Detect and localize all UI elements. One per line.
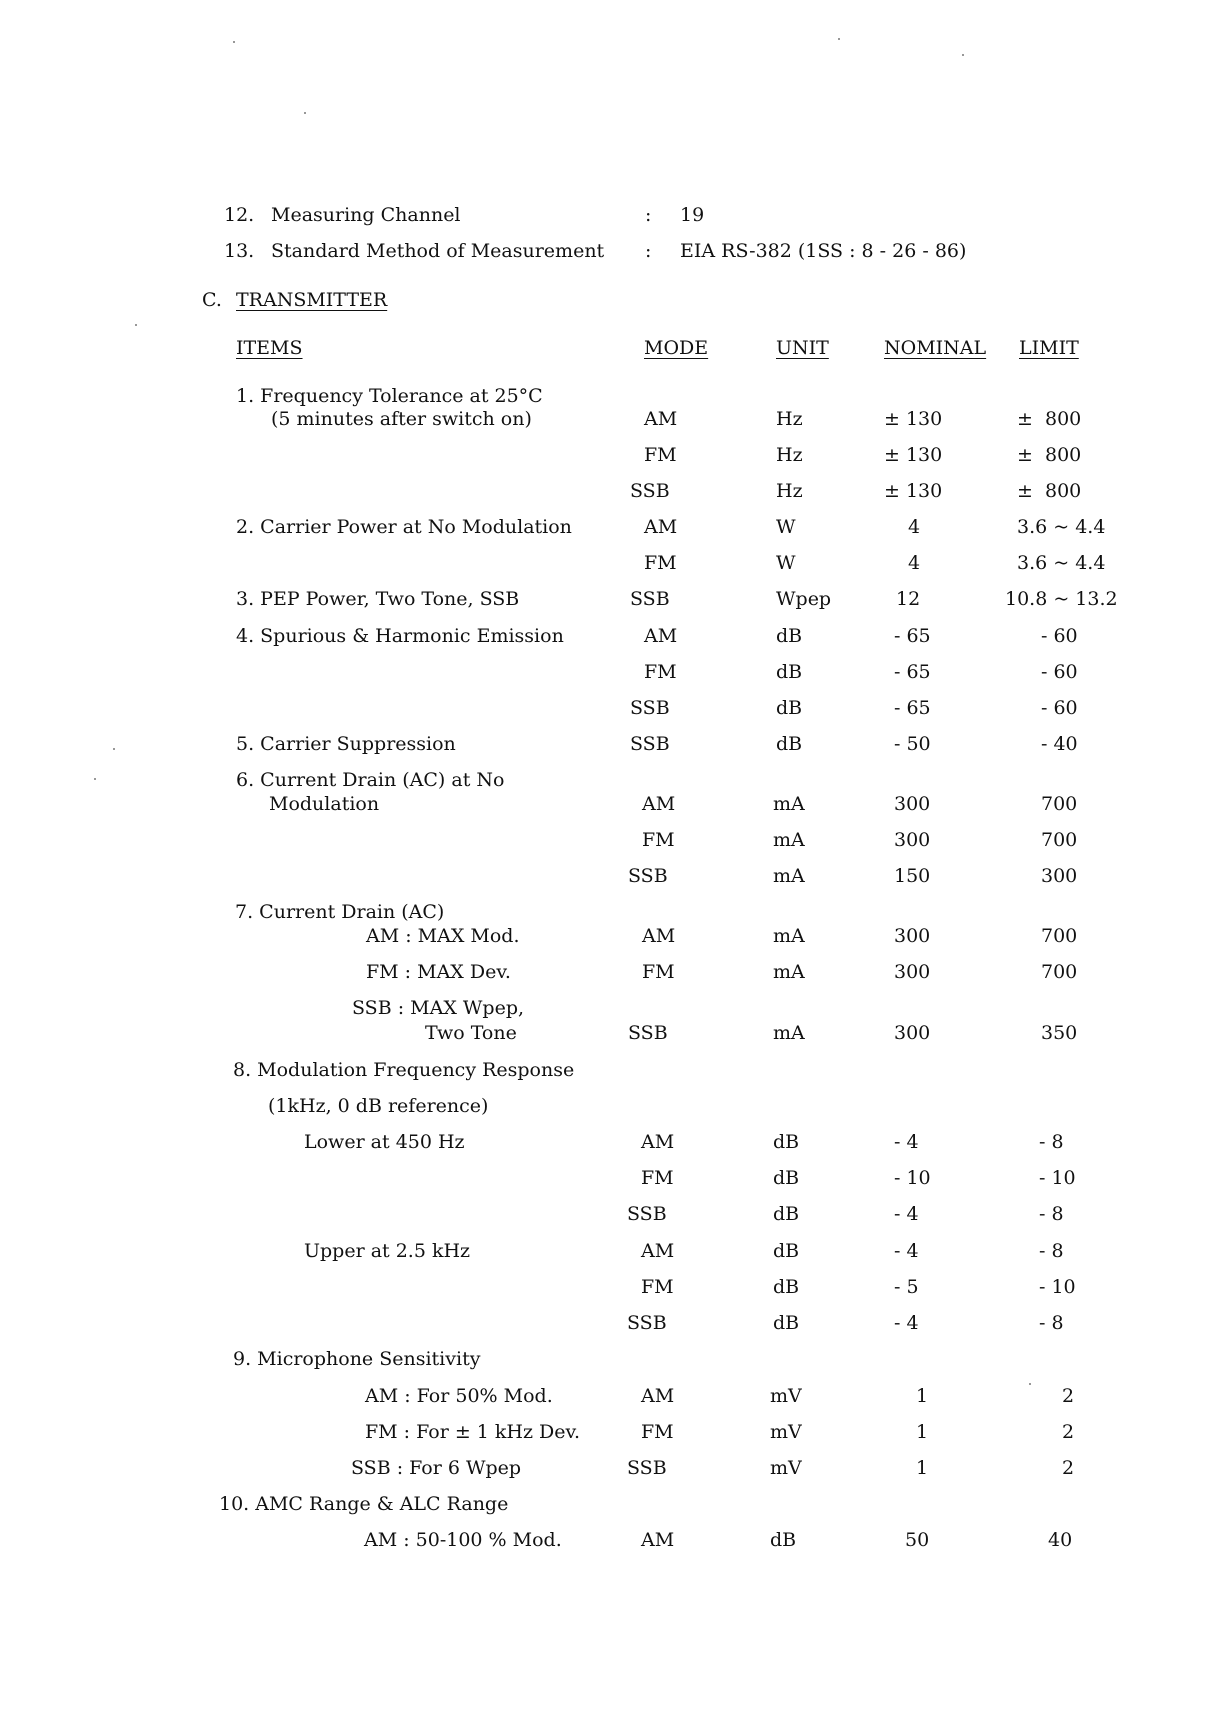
item-3-mode: SSB <box>630 588 670 610</box>
item-6-nominal: 150 <box>894 865 931 887</box>
item-6-unit: mA <box>773 793 805 815</box>
item-9-title: 9. Microphone Sensitivity <box>233 1348 481 1370</box>
column-header-nominal: NOMINAL <box>884 337 987 359</box>
item-9-unit: mV <box>770 1457 802 1479</box>
line-12-colon: : <box>645 204 652 226</box>
item-7-nominal: 300 <box>894 925 931 947</box>
item-7-mode: AM <box>642 925 676 947</box>
item-8-mode: AM <box>641 1131 675 1153</box>
section-title: TRANSMITTER <box>236 289 388 311</box>
line-13-label: Standard Method of Measurement <box>271 240 605 262</box>
item-6-limit: 700 <box>1041 829 1078 851</box>
item-7-mode: SSB <box>628 1022 668 1044</box>
item-4-limit: - 60 <box>1041 697 1078 719</box>
column-header-mode: MODE <box>644 337 709 359</box>
item-1-unit: Hz <box>776 444 803 466</box>
item-7-sub-label-cont: Two Tone <box>425 1022 517 1044</box>
item-6-unit: mA <box>773 865 805 887</box>
item-8-limit: - 8 <box>1039 1240 1064 1262</box>
item-8-unit: dB <box>773 1203 800 1225</box>
item-8-nominal: - 4 <box>894 1312 919 1334</box>
item-8-unit: dB <box>773 1276 800 1298</box>
item-5-title: 5. Carrier Suppression <box>236 733 456 755</box>
item-8-nominal: - 4 <box>894 1203 919 1225</box>
item-8-mode: FM <box>641 1276 674 1298</box>
item-7-title: 7. Current Drain (AC) <box>235 901 445 923</box>
item-6-nominal: 300 <box>894 793 931 815</box>
scan-speck <box>233 41 235 43</box>
item-9-sub-label: AM : For 50% Mod. <box>365 1385 553 1407</box>
item-8-group-label: Lower at 450 Hz <box>304 1131 465 1153</box>
item-1-limit: ± 800 <box>1017 408 1082 430</box>
item-9-mode: FM <box>641 1421 674 1443</box>
scan-speck <box>962 54 964 56</box>
item-7-sub-label: FM : MAX Dev. <box>366 961 511 983</box>
item-7-nominal: 300 <box>894 961 931 983</box>
item-8-nominal: - 4 <box>894 1240 919 1262</box>
item-1-limit: ± 800 <box>1017 480 1082 502</box>
item-10-unit: dB <box>770 1529 797 1551</box>
item-1-mode: AM <box>644 408 678 430</box>
item-8-unit: dB <box>773 1312 800 1334</box>
item-7-unit: mA <box>773 1022 805 1044</box>
column-header-unit: UNIT <box>776 337 829 359</box>
item-1-unit: Hz <box>776 408 803 430</box>
item-8-subtitle: (1kHz, 0 dB reference) <box>268 1095 489 1117</box>
item-4-limit: - 60 <box>1041 661 1078 683</box>
item-5-mode: SSB <box>630 733 670 755</box>
item-7-sub-label: SSB : MAX Wpep, <box>352 997 525 1019</box>
item-8-nominal: - 4 <box>894 1131 919 1153</box>
item-2-title: 2. Carrier Power at No Modulation <box>236 516 572 538</box>
item-7-sub-label: AM : MAX Mod. <box>366 925 520 947</box>
item-6-mode: SSB <box>628 865 668 887</box>
item-6-mode: AM <box>642 793 676 815</box>
item-7-unit: mA <box>773 925 805 947</box>
item-1-subtitle: (5 minutes after switch on) <box>271 408 532 430</box>
line-13-value: EIA RS-382 (1SS : 8 - 26 - 86) <box>680 240 967 262</box>
scan-speck <box>1029 1383 1031 1385</box>
item-4-nominal: - 65 <box>894 625 931 647</box>
item-8-nominal: - 5 <box>894 1276 919 1298</box>
item-5-nominal: - 50 <box>894 733 931 755</box>
item-9-unit: mV <box>770 1385 802 1407</box>
item-7-limit: 350 <box>1041 1022 1078 1044</box>
item-8-limit: - 8 <box>1039 1203 1064 1225</box>
item-1-mode: SSB <box>630 480 670 502</box>
line-12-number: 12. <box>224 204 255 226</box>
scan-speck <box>304 112 306 114</box>
item-3-unit: Wpep <box>776 588 832 610</box>
line-13-colon: : <box>645 240 652 262</box>
item-4-nominal: - 65 <box>894 661 931 683</box>
item-6-unit: mA <box>773 829 805 851</box>
item-3-nominal: 12 <box>896 588 921 610</box>
item-6-title: 6. Current Drain (AC) at No <box>236 769 505 791</box>
item-4-mode: SSB <box>630 697 670 719</box>
item-7-limit: 700 <box>1041 961 1078 983</box>
item-10-title: 10. AMC Range & ALC Range <box>219 1493 509 1515</box>
item-8-mode: AM <box>641 1240 675 1262</box>
item-4-nominal: - 65 <box>894 697 931 719</box>
item-8-unit: dB <box>773 1131 800 1153</box>
item-6-limit: 300 <box>1041 865 1078 887</box>
item-8-mode: SSB <box>627 1203 667 1225</box>
item-5-unit: dB <box>776 733 803 755</box>
item-7-limit: 700 <box>1041 925 1078 947</box>
item-9-limit: 2 <box>1062 1385 1075 1407</box>
item-1-nominal: ± 130 <box>884 408 943 430</box>
scan-speck <box>135 324 137 326</box>
item-6-mode: FM <box>642 829 675 851</box>
line-12-label: Measuring Channel <box>271 204 461 226</box>
item-10-nominal: 50 <box>905 1529 930 1551</box>
item-1-limit: ± 800 <box>1017 444 1082 466</box>
column-header-limit: LIMIT <box>1019 337 1079 359</box>
item-4-mode: AM <box>644 625 678 647</box>
item-4-unit: dB <box>776 697 803 719</box>
item-6-nominal: 300 <box>894 829 931 851</box>
item-6-subtitle: Modulation <box>269 793 380 815</box>
item-8-limit: - 8 <box>1039 1312 1064 1334</box>
column-header-items: ITEMS <box>236 337 303 359</box>
item-9-mode: AM <box>641 1385 675 1407</box>
scan-speck <box>94 778 96 780</box>
item-1-nominal: ± 130 <box>884 444 943 466</box>
item-9-nominal: 1 <box>916 1421 929 1443</box>
item-2-limit: 3.6 ~ 4.4 <box>1017 516 1106 538</box>
item-2-mode: AM <box>644 516 678 538</box>
item-1-mode: FM <box>644 444 677 466</box>
item-9-limit: 2 <box>1062 1421 1075 1443</box>
item-10-sub-label: AM : 50-100 % Mod. <box>364 1529 562 1551</box>
section-prefix: C. <box>202 289 222 311</box>
item-4-title: 4. Spurious & Harmonic Emission <box>236 625 564 647</box>
item-3-limit: 10.8 ~ 13.2 <box>1005 588 1118 610</box>
item-9-nominal: 1 <box>916 1457 929 1479</box>
item-8-limit: - 8 <box>1039 1131 1064 1153</box>
item-1-nominal: ± 130 <box>884 480 943 502</box>
line-13-number: 13. <box>224 240 255 262</box>
item-9-limit: 2 <box>1062 1457 1075 1479</box>
item-7-mode: FM <box>642 961 675 983</box>
line-12-value: 19 <box>680 204 705 226</box>
item-8-limit: - 10 <box>1039 1276 1076 1298</box>
item-9-nominal: 1 <box>916 1385 929 1407</box>
item-7-nominal: 300 <box>894 1022 931 1044</box>
item-10-limit: 40 <box>1048 1529 1073 1551</box>
item-8-unit: dB <box>773 1240 800 1262</box>
item-8-limit: - 10 <box>1039 1167 1076 1189</box>
item-4-unit: dB <box>776 625 803 647</box>
item-4-unit: dB <box>776 661 803 683</box>
item-10-mode: AM <box>641 1529 675 1551</box>
scan-speck <box>113 748 115 750</box>
item-2-nominal: 4 <box>908 552 921 574</box>
item-8-unit: dB <box>773 1167 800 1189</box>
item-9-mode: SSB <box>627 1457 667 1479</box>
item-2-unit: W <box>776 516 796 538</box>
item-2-unit: W <box>776 552 796 574</box>
item-8-mode: FM <box>641 1167 674 1189</box>
item-6-limit: 700 <box>1041 793 1078 815</box>
item-9-unit: mV <box>770 1421 802 1443</box>
item-8-nominal: - 10 <box>894 1167 931 1189</box>
item-1-unit: Hz <box>776 480 803 502</box>
item-2-mode: FM <box>644 552 677 574</box>
item-7-unit: mA <box>773 961 805 983</box>
item-8-group-label: Upper at 2.5 kHz <box>304 1240 471 1262</box>
item-4-mode: FM <box>644 661 677 683</box>
item-2-nominal: 4 <box>908 516 921 538</box>
item-9-sub-label: SSB : For 6 Wpep <box>351 1457 522 1479</box>
item-9-sub-label: FM : For ± 1 kHz Dev. <box>365 1421 581 1443</box>
item-2-limit: 3.6 ~ 4.4 <box>1017 552 1106 574</box>
item-4-limit: - 60 <box>1041 625 1078 647</box>
scan-speck <box>838 38 840 40</box>
item-8-title: 8. Modulation Frequency Response <box>233 1059 575 1081</box>
item-5-limit: - 40 <box>1041 733 1078 755</box>
item-8-mode: SSB <box>627 1312 667 1334</box>
item-3-title: 3. PEP Power, Two Tone, SSB <box>236 588 520 610</box>
item-1-title: 1. Frequency Tolerance at 25°C <box>236 385 543 407</box>
